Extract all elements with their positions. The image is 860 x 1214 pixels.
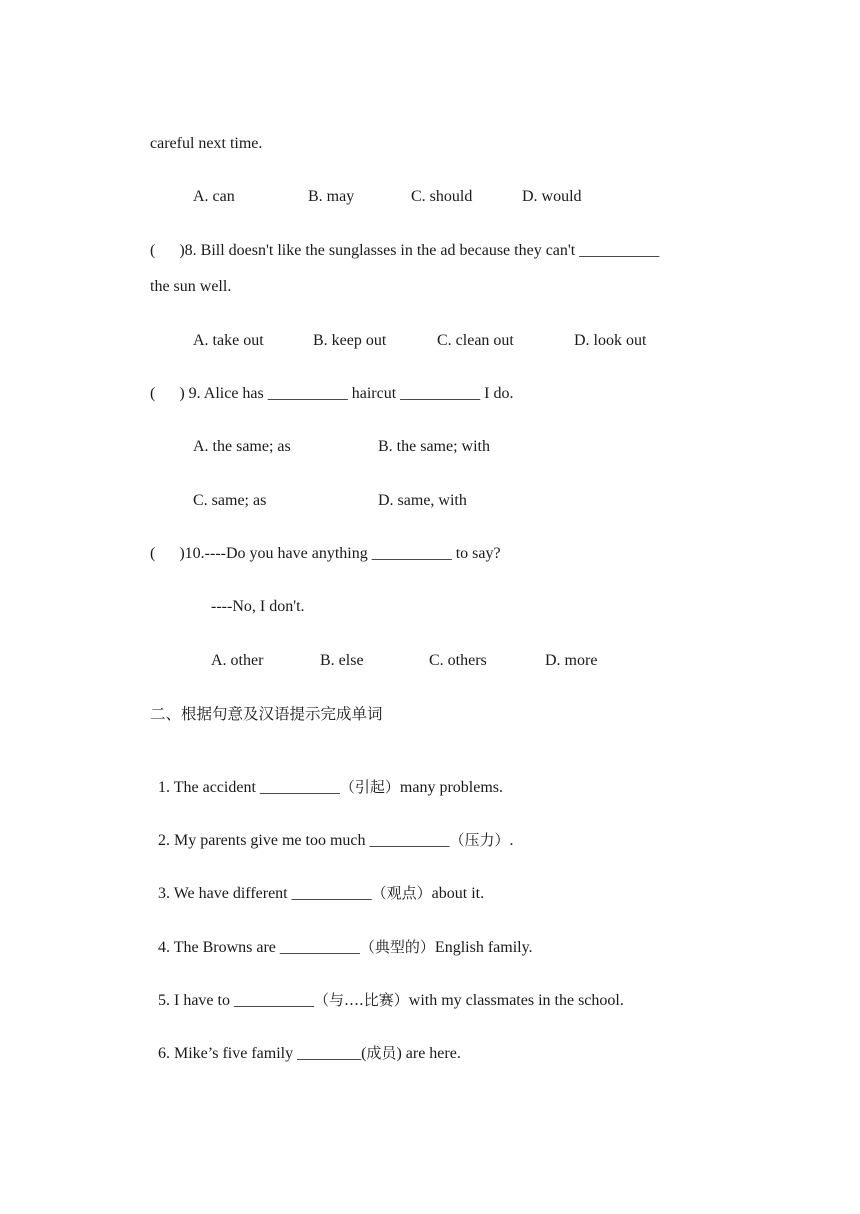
fill-item-hint: 成员 — [366, 1044, 397, 1062]
q10-option-d: D. more — [545, 652, 598, 669]
fill-item-text: English family. — [434, 939, 533, 956]
q9-option-b: B. the same; with — [378, 438, 490, 455]
q9-option-d: D. same, with — [378, 492, 467, 509]
fill-item-1 — [150, 757, 503, 798]
q7-option-c: C. should — [411, 188, 473, 205]
q8-option-a: A. take out — [193, 332, 264, 349]
fill-item-5 — [150, 970, 624, 1011]
fill-item-text: 6. Mike’s five family ________( — [158, 1045, 367, 1062]
fill-item-hint: （与….比赛） — [313, 991, 409, 1009]
fill-item-6 — [150, 1023, 461, 1064]
fill-item-2 — [150, 810, 514, 851]
q8-option-d: D. look out — [574, 332, 647, 349]
fill-item-text: 4. The Browns are __________ — [158, 939, 360, 956]
fill-item-4 — [150, 917, 533, 958]
q9-option-a: A. the same; as — [193, 438, 291, 455]
fill-item-hint: （观点） — [371, 884, 432, 902]
fill-item-text: 1. The accident __________ — [158, 779, 340, 796]
fill-item-text: ) are here. — [396, 1045, 461, 1062]
q10-option-c: C. others — [429, 652, 487, 669]
fill-item-hint: （压力） — [449, 831, 510, 849]
q10-stem: ( )10.----Do you have anything __________ to say? — [150, 545, 501, 562]
fill-item-text: . — [509, 832, 514, 849]
fill-item-3 — [150, 863, 484, 904]
fill-item-text: with my classmates in the school. — [408, 992, 624, 1009]
q9-stem: ( ) 9. Alice has __________ haircut __________ I do. — [150, 385, 514, 402]
fill-item-text: 2. My parents give me too much __________ — [158, 832, 450, 849]
q8-option-b: B. keep out — [313, 332, 387, 349]
fill-item-text: 5. I have to __________ — [158, 992, 314, 1009]
q7-option-b: B. may — [308, 188, 355, 205]
q10-reply: ----No, I don't. — [211, 598, 305, 615]
q10-option-a: A. other — [211, 652, 264, 669]
q7-continuation: careful next time. — [150, 135, 263, 152]
fill-item-text: many problems. — [399, 779, 503, 796]
q8-option-c: C. clean out — [437, 332, 514, 349]
q10-option-b: B. else — [320, 652, 364, 669]
fill-item-hint: （典型的） — [359, 938, 435, 956]
section-heading: 二、根据句意及汉语提示完成单词 — [150, 705, 383, 723]
fill-item-text: 3. We have different __________ — [158, 885, 372, 902]
fill-item-text: about it. — [431, 885, 485, 902]
fill-item-hint: （引起） — [339, 778, 400, 796]
q8-stem: ( )8. Bill doesn't like the sunglasses in the ad because they can't __________ — [150, 242, 660, 259]
q8-stem-continuation: the sun well. — [150, 278, 232, 295]
q7-option-a: A. can — [193, 188, 235, 205]
q9-option-c: C. same; as — [193, 492, 267, 509]
q7-option-d: D. would — [522, 188, 582, 205]
